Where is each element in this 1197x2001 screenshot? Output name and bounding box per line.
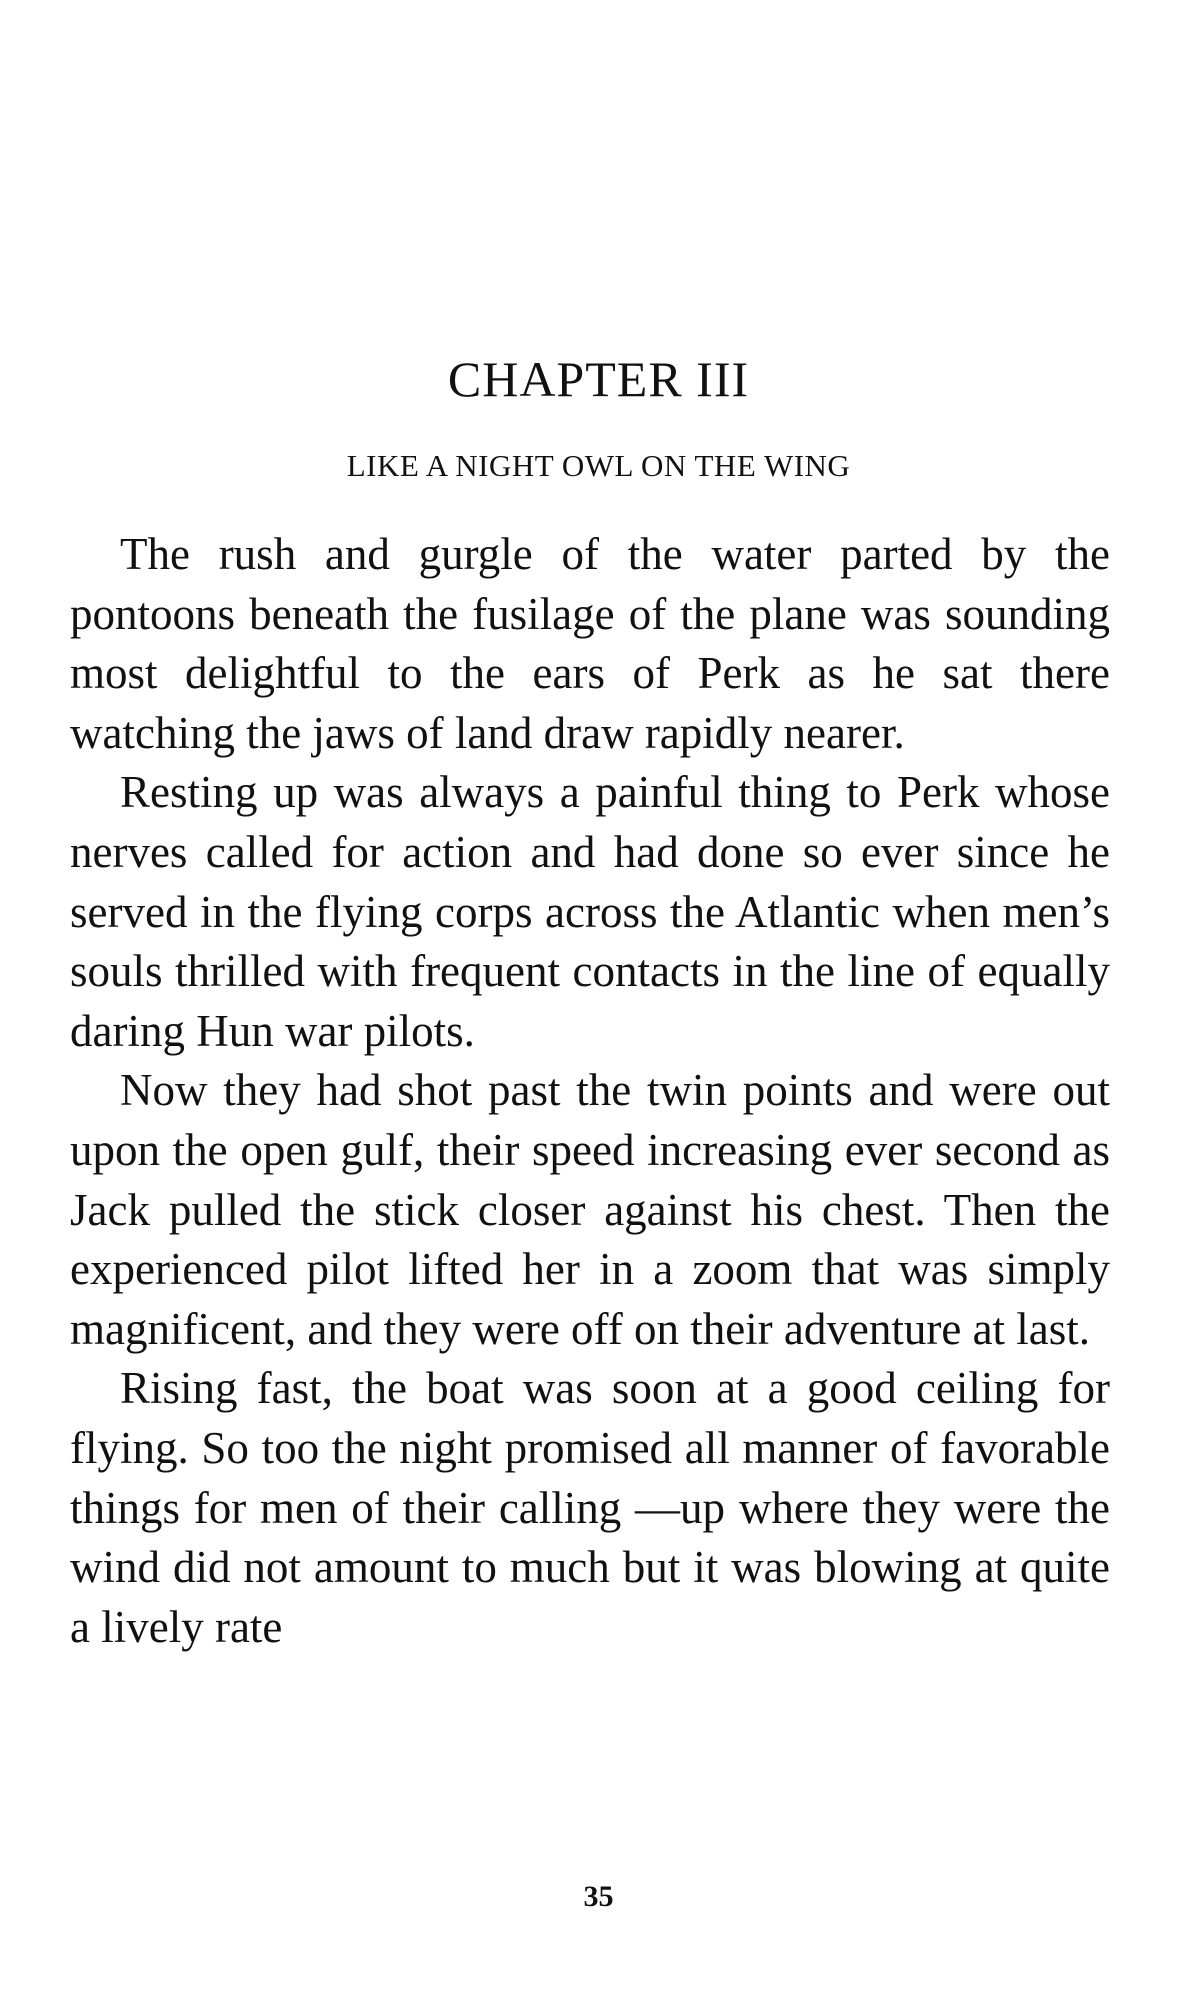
chapter-body [70, 525, 1110, 1657]
chapter-title: CHAPTER III [447, 351, 750, 407]
paragraph: The rush and gurgle of the water parted by the pontoons beneath the fusilage of the plane was sounding most delightful to the ears of Perk as he sat there watching the jaws of land draw rapidly nearer. [70, 529, 1110, 758]
paragraph: Now they had shot past the twin points and were out upon the open gulf, their speed increasing ever second as Jack pulled the stick closer against his chest. Then the experienced pilot lifted her in a zoom that was simply magnificent, and they were off on their adventure at last. [70, 1065, 1110, 1354]
chapter-subtitle: LIKE A NIGHT OWL ON THE WING [346, 448, 851, 483]
paragraph: Rising fast, the boat was soon at a good ceiling for flying. So too the night promised all manner of favorable things for men of their calling —up where they were the wind did not amount to much but it was blowing at quite a lively rate [70, 1363, 1110, 1652]
paragraph: Resting up was always a painful thing to Perk whose nerves called for action and had done so ever since he served in the flying corps across the Atlantic when men’s souls thrilled with frequent contacts in the line of equally daring Hun war pilots. [70, 767, 1110, 1056]
page-number: 35 [583, 1880, 614, 1913]
